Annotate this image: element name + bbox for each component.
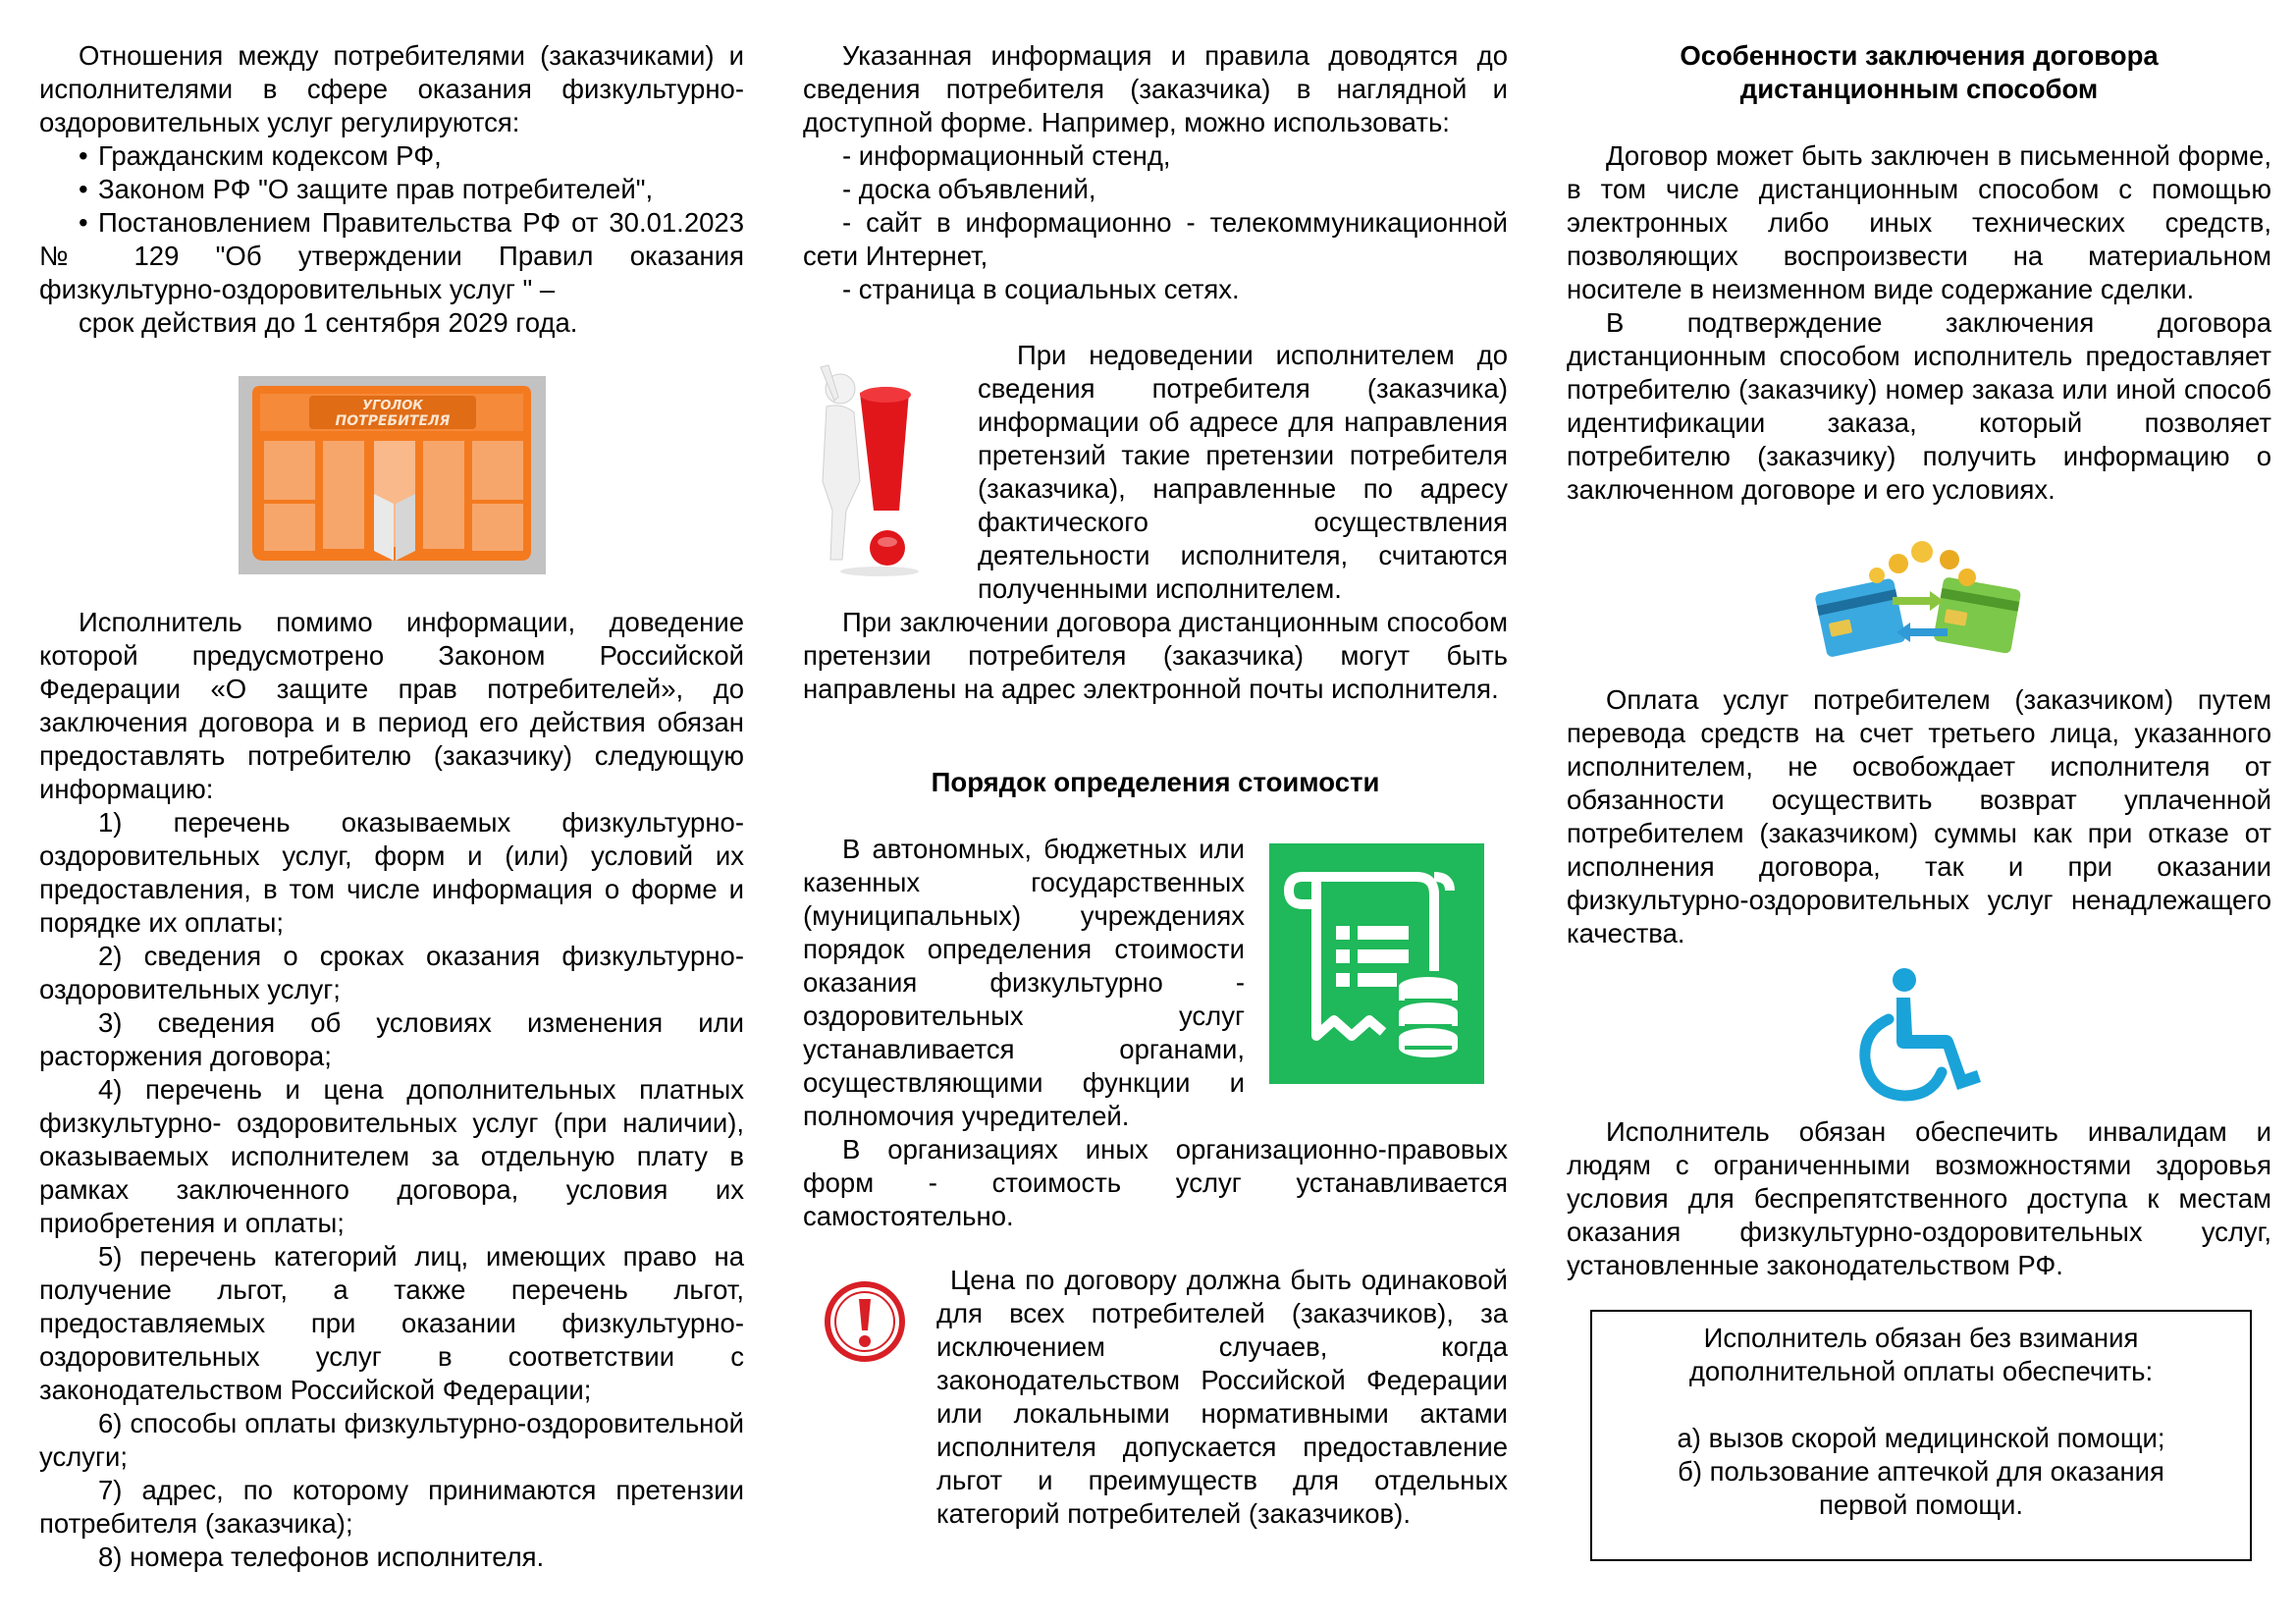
required-info-item: 1) перечень оказываемых физкультурно-оздоровительных услуг, форм и (или) условий их предоставления, в том числе информация о форме и порядке их оплаты; bbox=[39, 807, 744, 938]
wheelchair-icon bbox=[1859, 966, 1989, 1104]
regulation-item: • Гражданским кодексом РФ, bbox=[39, 139, 744, 173]
third-party-block bbox=[1567, 683, 2271, 950]
payment-transfer-image bbox=[1812, 538, 2028, 664]
claims-text: При недоведении исполнителем до сведения потребителя (заказчика) информации об адресе для направления претензий такие претензии потребителя (заказчика), направленные по адресу фактического осуществления деятельности исполнителя, считаются полученными исполнителем. bbox=[978, 340, 1508, 604]
info-intro: Исполнитель помимо информации, доведение которой предусмотрено Законом Российской Федерации «О защите прав потребителей», до заключения договора и в период его действия обязан предоставлять потребителю (заказчику) следующую информацию: bbox=[39, 607, 744, 804]
board-title-line1: УГОЛОК bbox=[362, 399, 423, 413]
column-right bbox=[1567, 39, 2271, 507]
required-info-list bbox=[39, 806, 744, 1574]
validity-term: срок действия до 1 сентября 2029 года. bbox=[79, 307, 578, 338]
regulation-intro: Отношения между потребителями (заказчиками) и исполнителями в сфере оказания физкультурно-оздоровительных услуг регулируются: bbox=[39, 40, 744, 137]
remote-text-2: В подтверждение заключения договора дистанционным способом исполнитель предоставляет потребителю (заказчику) номер заказа или иной способ идентификации заказа, который позволяет потребителю (заказчику) получить информацию о заключенном договоре и его условиях. bbox=[1567, 307, 2271, 505]
disabled-access-block bbox=[1567, 1115, 2271, 1282]
required-info-item: 2) сведения о сроках оказания физкультурно-оздоровительных услуг; bbox=[39, 941, 744, 1004]
regulation-item: • Постановлением Правительства РФ от 30.01.2023 № 129 "Об утверждении Правил оказания физкультурно-оздоровительных услуг " – bbox=[39, 206, 744, 306]
box-line-1: Исполнитель обязан без взимания bbox=[1703, 1323, 2139, 1353]
price-section-title: Порядок определения стоимости bbox=[931, 767, 1380, 797]
disabled-access-text: Исполнитель обязан обеспечить инвалидам и людям с ограниченными возможностями здоровья условия для беспрепятственного доступа к местам оказания физкультурно-оздоровительных услуг, установленные законодательством РФ. bbox=[1567, 1116, 2271, 1280]
info-channel-item: - сайт в информационно - телекоммуникационной сети Интернет, bbox=[803, 207, 1508, 271]
regulation-list bbox=[39, 139, 744, 306]
free-services-box bbox=[1590, 1310, 2252, 1561]
board-title-line2: ПОТРЕБИТЕЛЯ bbox=[335, 413, 451, 429]
price-text-2: В организациях иных организационно-правовых форм - стоимость услуг устанавливается самостоятельно. bbox=[803, 1134, 1508, 1231]
required-info-item: 3) сведения об условиях изменения или расторжения договора; bbox=[39, 1007, 744, 1071]
consumer-corner-board-image bbox=[239, 376, 546, 574]
regulation-item: • Законом РФ "О защите прав потребителей", bbox=[39, 173, 744, 206]
third-party-payment-text: Оплата услуг потребителем (заказчиком) путем перевода средств на счет третьего лица, указанного исполнителем, не освобождает исполнителя от обязанности осуществить возврат уплаченной потребителем (заказчиком) суммы как при отказе от исполнения договора, так и при оказании физкультурно-оздоровительных услуг ненадлежащего качества. bbox=[1567, 684, 2271, 948]
box-item-b-line-1: б) пользование аптечкой для оказания bbox=[1678, 1456, 2164, 1487]
box-line-2: дополнительной оплаты обеспечить: bbox=[1688, 1356, 2154, 1386]
box-item-a: а) вызов скорой медицинской помощи; bbox=[1677, 1423, 2165, 1453]
remote-claims-text: При заключении договора дистанционным способом претензии потребителя (заказчика) могут быть направлены на адрес электронной почты исполнителя. bbox=[803, 607, 1508, 704]
box-item-b-line-2: первой помощи. bbox=[1818, 1489, 2024, 1520]
info-methods-text: Указанная информация и правила доводятся до сведения потребителя (заказчика) в наглядной и доступной форме. Например, можно использовать: bbox=[803, 40, 1508, 137]
price-text-1: В автономных, бюджетных или казенных государственных (муниципальных) учреждениях порядок определения стоимости оказания физкультурно - оздоровительных услуг устанавливается органами, осуществляющими функции и полномочия учредителей. bbox=[803, 834, 1245, 1131]
price-text-block-2 bbox=[803, 1133, 1508, 1233]
required-info-item: 5) перечень категорий лиц, имеющих право на получение льгот, а также перечень льгот, предоставляемых при оказании физкультурно-оздоровительных услуг в соответствии с законодательством Российской Федерации; bbox=[39, 1241, 744, 1405]
info-channel-item: - информационный стенд, bbox=[842, 140, 1171, 171]
info-channels-list bbox=[803, 139, 1508, 306]
column-left-lower bbox=[39, 606, 744, 1574]
required-info-item: 6) способы оплаты физкультурно-оздоровительной услуги; bbox=[39, 1408, 744, 1472]
equal-price-text: Цена по договору должна быть одинаковой для всех потребителей (заказчиков), за исключением случаев, когда законодательством Российской Федерации или локальными нормативными актами исполнителя допускается предоставление льгот и преимуществ для отдельных категорий потребителей (заказчиков). bbox=[936, 1265, 1508, 1529]
equal-price-block bbox=[936, 1264, 1508, 1531]
price-text-block bbox=[803, 833, 1245, 1133]
remote-text-1: Договор может быть заключен в письменной форме, в том числе дистанционным способом с помощью электронных либо иных технических средств, позволяющих воспроизвести на материальном носителе в неизменном виде содержание сделки. bbox=[1567, 140, 2271, 304]
info-channel-item: - страница в социальных сетях. bbox=[842, 274, 1240, 304]
price-section bbox=[803, 766, 1508, 799]
info-channel-item: - доска объявлений, bbox=[842, 174, 1096, 204]
exclamation-person-image bbox=[803, 363, 948, 577]
remote-section-title: Особенности заключения договора дистанционным способом bbox=[1680, 40, 2159, 104]
remote-claims-block bbox=[803, 606, 1508, 706]
required-info-item: 4) перечень и цена дополнительных платных физкультурно- оздоровительных услуг (при наличии), оказываемых исполнителем за отдельную плату в рамках заключенного договора, условия их приобретения и оплаты; bbox=[39, 1074, 744, 1238]
claims-block bbox=[978, 339, 1508, 606]
column-left bbox=[39, 39, 744, 340]
required-info-item: 8) номера телефонов исполнителя. bbox=[98, 1542, 545, 1572]
required-info-item: 7) адрес, по которому принимаются претензии потребителя (заказчика); bbox=[39, 1475, 744, 1539]
column-middle bbox=[803, 39, 1508, 306]
price-calculation-icon bbox=[1269, 843, 1484, 1084]
